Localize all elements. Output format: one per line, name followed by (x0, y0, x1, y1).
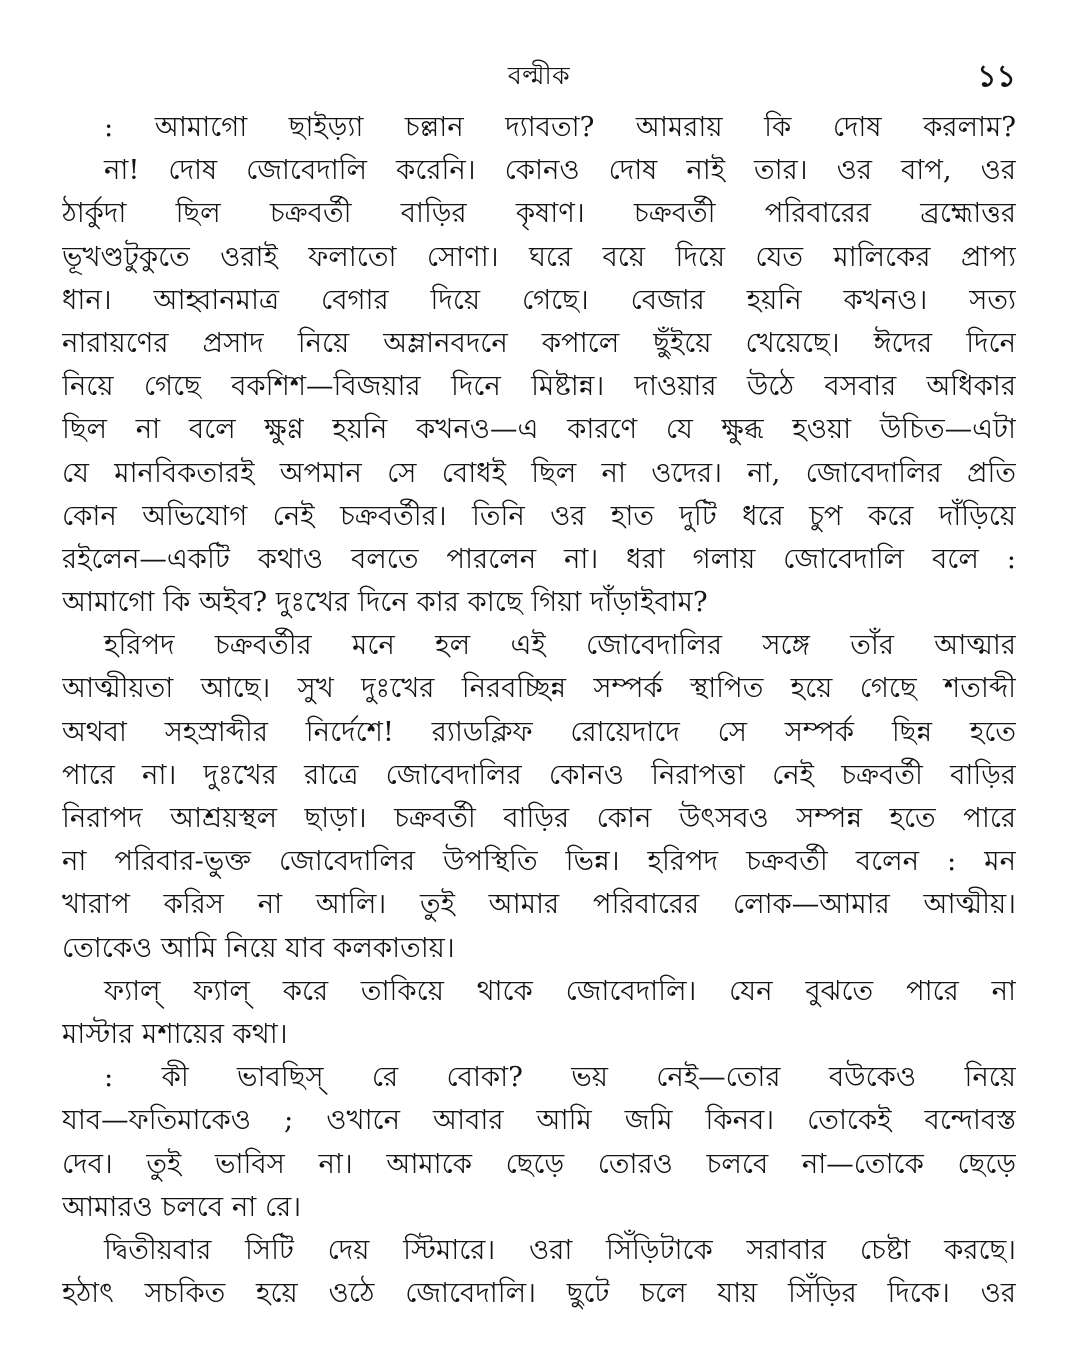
text-line: পারে না। দুঃখের রাত্রে জোবেদালির কোনও নিরাপত্তা নেই চক্রবর্তী বাড়ির (62, 758, 1016, 791)
text-line: কোন অভিযোগ নেই চক্রবর্তীর। তিনি ওর হাত দুটি ধরে চুপ করে দাঁড়িয়ে (62, 499, 1016, 532)
text-line: মাস্টার মশায়ের কথা। (62, 1017, 288, 1050)
text-line: নারায়ণের প্রসাদ নিয়ে অম্লানবদনে কপালে ছুঁইয়ে খেয়েছে। ঈদের দিনে (62, 326, 1016, 359)
text-line: ছিল না বলে ক্ষুণ্ণ হয়নি কখনও—এ কারণে যে ক্ষুব্ধ হওয়া উচিত—এটা (62, 413, 1016, 446)
text-line: ধান। আহ্বানমাত্র বেগার দিয়ে গেছে। বেজার হয়নি কখনও। সত্য (62, 283, 1016, 316)
text-line: আমাগো কি অইব? দুঃখের দিনে কার কাছে গিয়া দাঁড়াইবাম? (62, 586, 708, 619)
text-line: ঠার্কুদা ছিল চক্রবর্তী বাড়ির কৃষাণ। চক্রবর্তী পরিবারের ব্রহ্মোত্তর (62, 197, 1016, 230)
page-number: ১১ (977, 59, 1016, 94)
text-line: দেব। তুই ভাবিস না। আমাকে ছেড়ে তোরও চলবে না—তোকে ছেড়ে (62, 1147, 1016, 1180)
text-line: নিয়ে গেছে বকশিশ—বিজয়ার দিনে মিষ্টান্ন। দাওয়ার উঠে বসবার অধিকার (62, 370, 1016, 403)
text-line: আমারও চলবে না রে। (62, 1190, 302, 1223)
body-text (62, 106, 1016, 1315)
text-line: খারাপ করিস না আলি। তুই আমার পরিবারের লোক—আমার আত্মীয়। (62, 888, 1016, 921)
text-line: নিরাপদ আশ্রয়স্থল ছাড়া। চক্রবর্তী বাড়ির কোন উৎসবও সম্পন্ন হতে পারে (62, 802, 1016, 834)
text-line: না! দোষ জোবেদালি করেনি। কোনও দোষ নাই তার। ওর বাপ, ওর (104, 154, 1016, 187)
text-line: হরিপদ চক্রবর্তীর মনে হল এই জোবেদালির সঙ্গে তাঁর আত্মার (104, 629, 1016, 662)
text-line: না পরিবার-ভুক্ত জোবেদালির উপস্থিতি ভিন্ন। হরিপদ চক্রবর্তী বলেন : মন (62, 845, 1016, 878)
text-line: রইলেন—একটি কথাও বলতে পারলেন না। ধরা গলায় জোবেদালি বলে : (62, 542, 1016, 575)
page-header (62, 50, 1016, 94)
text-line: হঠাৎ সচকিত হয়ে ওঠে জোবেদালি। ছুটে চলে যায় সিঁড়ির দিকে। ওর (62, 1277, 1016, 1310)
text-line: তোকেও আমি নিয়ে যাব কলকাতায়। (62, 931, 455, 964)
text-line: : কী ভাবছিস্ রে বোকা? ভয় নেই—তোর বউকেও নিয়ে (104, 1061, 1016, 1094)
text-line: যে মানবিকতারই অপমান সে বোধই ছিল না ওদের। না, জোবেদালির প্রতি (62, 456, 1016, 489)
text-line: অথবা সহস্রাব্দীর নির্দেশে! র‍্যাডক্লিফ রোয়েদাদে সে সম্পর্ক ছিন্ন হতে (62, 715, 1016, 748)
text-line: ভূখণ্ডটুকুতে ওরাই ফলাতো সোণা। ঘরে বয়ে দিয়ে যেত মালিকের প্রাপ্য (62, 240, 1016, 273)
running-title: বল্মীক (507, 61, 571, 90)
text-line: দ্বিতীয়বার সিটি দেয় স্টিমারে। ওরা সিঁড়িটাকে সরাবার চেষ্টা করছে। (104, 1233, 1016, 1266)
text-line: : আমাগো ছাইড়্যা চল্লান দ্যাবতা? আমরায় কি দোষ করলাম? (104, 111, 1016, 143)
text-line: ফ্যাল্ ফ্যাল্ করে তাকিয়ে থাকে জোবেদালি। যেন বুঝতে পারে না (104, 974, 1016, 1007)
text-line: যাব—ফতিমাকেও ; ওখানে আবার আমি জমি কিনব। তোকেই বন্দোবস্ত (62, 1104, 1016, 1137)
text-line: আত্মীয়তা আছে। সুখ দুঃখের নিরবচ্ছিন্ন সম্পর্ক স্থাপিত হয়ে গেছে শতাব্দী (62, 672, 1016, 705)
